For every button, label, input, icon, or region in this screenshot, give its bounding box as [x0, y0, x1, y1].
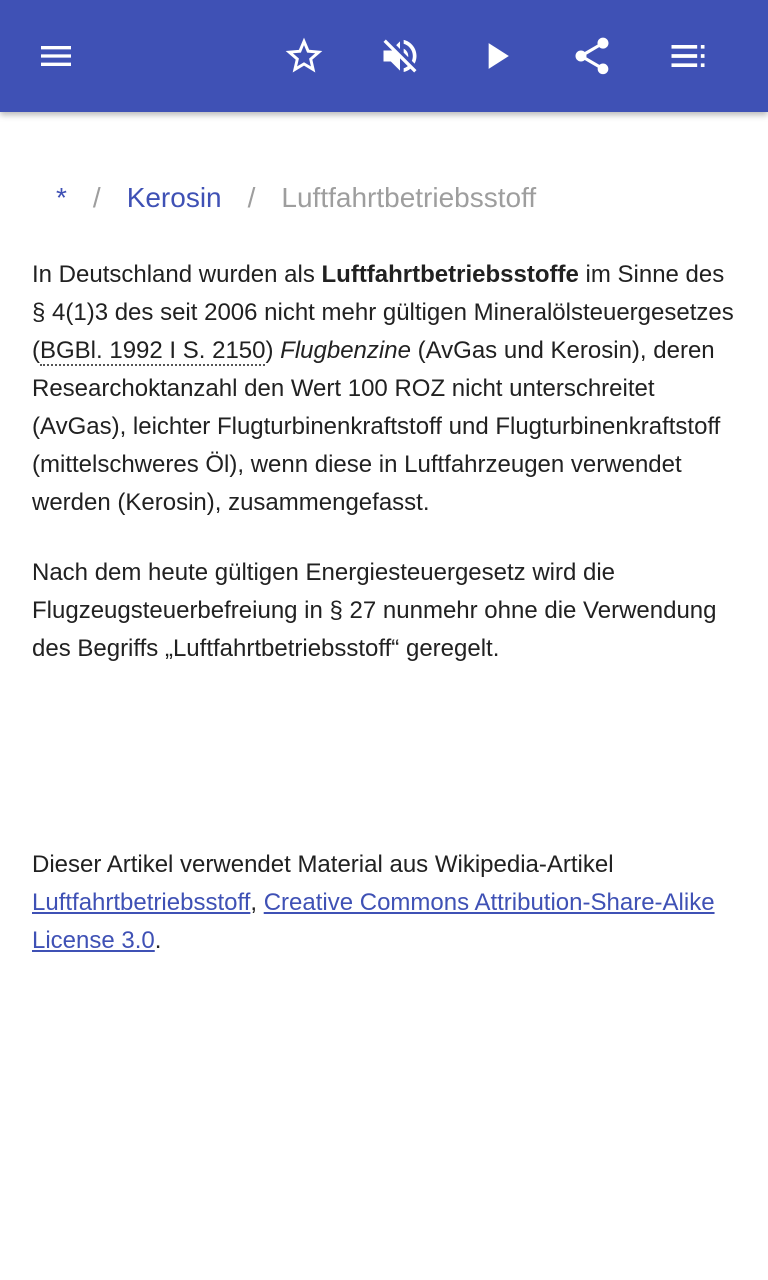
paragraph-text: )	[265, 337, 281, 364]
breadcrumb-home-link[interactable]: *	[56, 182, 67, 213]
bold-term: Luftfahrtbetriebsstoffe	[321, 261, 579, 288]
volume-off-icon	[378, 34, 422, 78]
share-button[interactable]	[560, 24, 624, 88]
play-icon	[474, 34, 518, 78]
breadcrumb	[32, 176, 536, 220]
license-text: Dieser Artikel verwendet Material aus Wikipedia-Artikel	[32, 851, 614, 878]
breadcrumb-parent-link[interactable]: Kerosin	[126, 182, 222, 213]
license-notice	[32, 846, 736, 960]
article-body	[32, 256, 736, 700]
star-outline-icon	[282, 34, 326, 78]
article-paragraph: Nach dem heute gültigen Energiesteuergesetz wird die Flugzeugsteuerbefreiung in § 27 nunmehr ohne die Verwendung des Begriffs „Luftfahrtbetriebsstoff“ geregelt.	[32, 559, 717, 662]
license-text: ,	[250, 889, 264, 916]
playlist-icon	[666, 34, 710, 78]
law-abbreviation[interactable]: BGBl. 1992 I S. 2150	[40, 337, 266, 364]
mute-button[interactable]	[368, 24, 432, 88]
paragraph-text: (AvGas und Kerosin), deren Researchoktanzahl den Wert 100 ROZ nicht unterschreitet (AvGas), leichter Flugturbinenkraftstoff und Flugturbinenkraftstoff (mittelschweres Öl), wenn diese in Luftfahrzeugen verwendet werden (Kerosin), zusammengefasst.	[32, 337, 721, 516]
app-bar	[0, 0, 768, 112]
wikipedia-article-link[interactable]: Luftfahrtbetriebsstoff	[32, 889, 251, 916]
menu-button[interactable]	[24, 24, 88, 88]
license-text: .	[154, 927, 162, 954]
paragraph-text: In Deutschland wurden als	[32, 261, 322, 288]
breadcrumb-separator: /	[92, 182, 101, 213]
favorite-button[interactable]	[272, 24, 336, 88]
play-button[interactable]	[464, 24, 528, 88]
article-paragraph	[32, 256, 736, 522]
paragraph-text: im Sinne des § 4(1)3 des seit 2006 nicht mehr gültigen Mineralölsteuergesetzes (	[32, 261, 734, 364]
license-link[interactable]: Creative Commons Attribution-Share-Alike License 3.0	[32, 889, 715, 954]
share-icon	[570, 34, 614, 78]
breadcrumb-current: Luftfahrtbetriebsstoff	[281, 182, 537, 213]
menu-icon	[36, 36, 76, 76]
italic-term: Flugbenzine	[280, 337, 411, 364]
playlist-button[interactable]	[656, 24, 720, 88]
breadcrumb-separator: /	[247, 182, 256, 213]
